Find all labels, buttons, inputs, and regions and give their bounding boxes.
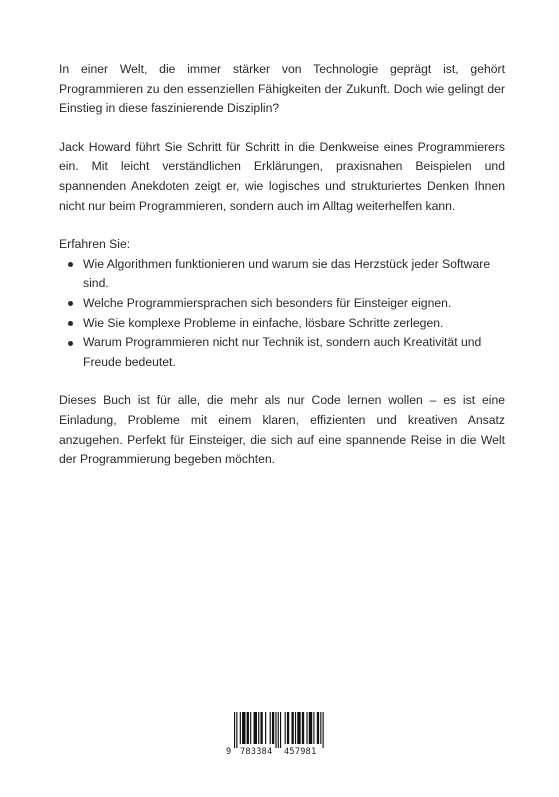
barcode-bars (226, 712, 332, 750)
list-item: Warum Programmieren nicht nur Technik ist, sondern auch Kreativität und Freude bedeutet. (77, 333, 505, 372)
list-intro: Erfahren Sie: (59, 237, 131, 252)
isbn-barcode (226, 712, 332, 760)
benefit-list (59, 255, 505, 373)
barcode-digits-left: 783384 (240, 747, 273, 757)
intro-paragraph: In einer Welt, die immer stärker von Technologie geprägt ist, gehört Programmieren zu den essenziellen Fähigkeiten der Zukunft. Doch wie gelingt der Einstieg in diese faszinierende Disziplin? (59, 62, 505, 116)
closing-paragraph: Dieses Buch ist für alle, die mehr als nur Code lernen wollen – es ist eine Einladung, Probleme mit einem klaren, effizienten und kreativen Ansatz anzugehen. Perfekt für Einsteiger, die sich auf eine spannende Reise in die Welt der Programmierung begeben möchten. (59, 393, 505, 467)
list-item: Wie Algorithmen funktionieren und warum sie das Herzstück jeder Software sind. (77, 255, 505, 294)
barcode-digits-right: 457981 (284, 747, 317, 757)
author-paragraph: Jack Howard führt Sie Schritt für Schritt in die Denkweise eines Programmierers ein. Mit leicht verständlichen Erklärungen, praxisnahen Beispielen und spannenden Anekdoten zeigt er, wie logisches und strukturiertes Denken Ihnen nicht nur beim Programmieren, sondern auch im Alltag weiterhelfen kann. (59, 139, 505, 213)
list-item: Wie Sie komplexe Probleme in einfache, lösbare Schritte zerlegen. (77, 314, 505, 334)
list-item: Welche Programmiersprachen sich besonders für Einsteiger eignen. (77, 294, 505, 314)
barcode-digit-first: 9 (226, 747, 232, 757)
barcode-digits (226, 747, 332, 797)
back-cover-text (59, 60, 505, 489)
